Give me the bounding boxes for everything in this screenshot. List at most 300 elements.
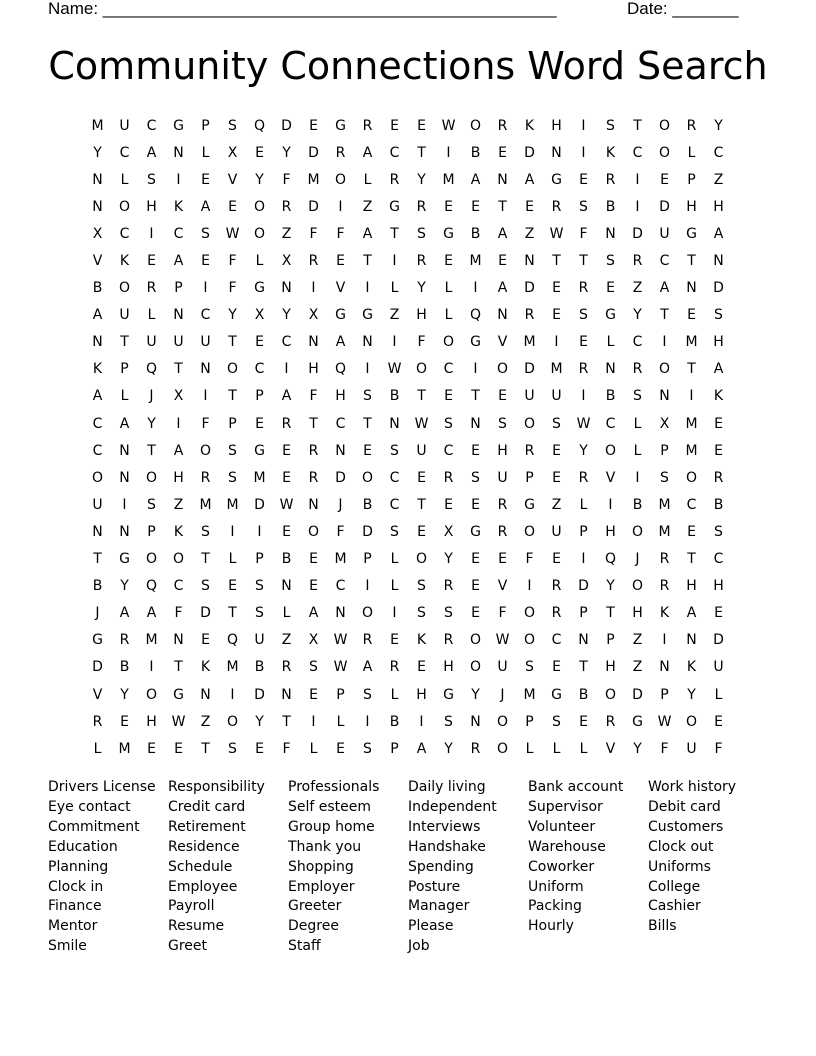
grid-cell: F: [498, 605, 507, 622]
grid-cell: A: [146, 144, 157, 161]
grid-cell: T: [228, 605, 237, 622]
grid-cell: A: [416, 740, 427, 757]
grid-cell: P: [660, 686, 669, 703]
grid-cell: N: [605, 361, 616, 378]
grid-cell: Y: [471, 686, 480, 703]
grid-cell: R: [497, 117, 508, 134]
word-column: [288, 778, 408, 957]
grid-cell: D: [281, 117, 292, 134]
grid-cell: N: [335, 442, 346, 459]
grid-cell: I: [635, 171, 640, 188]
grid-cell: N: [470, 415, 481, 432]
grid-cell: I: [365, 361, 370, 378]
grid-cell: T: [687, 551, 696, 568]
grid-cell: N: [389, 415, 400, 432]
grid-cell: Z: [389, 307, 400, 324]
grid-cell: E: [525, 198, 534, 215]
grid-cell: C: [443, 361, 454, 378]
grid-cell: Y: [255, 171, 264, 188]
grid-cell: E: [714, 605, 723, 622]
grid-cell: J: [500, 686, 505, 703]
grid-cell: L: [336, 713, 345, 730]
grid-cell: D: [659, 198, 670, 215]
grid-cell: S: [606, 117, 615, 134]
grid-cell: L: [390, 551, 399, 568]
grid-cell: H: [686, 198, 697, 215]
grid-cell: T: [390, 225, 399, 242]
grid-cell: C: [200, 307, 211, 324]
word-item: Uniform: [528, 878, 584, 895]
word-item: Responsibility: [168, 779, 265, 795]
grid-cell: I: [392, 334, 397, 351]
word-item: Degree: [288, 918, 339, 935]
grid-cell: W: [225, 225, 240, 242]
grid-cell: V: [92, 253, 103, 270]
grid-cell: K: [119, 253, 130, 270]
grid-cell: M: [523, 686, 536, 703]
grid-cell: Q: [334, 361, 347, 378]
grid-cell: S: [228, 469, 237, 486]
grid-cell: L: [579, 740, 588, 757]
grid-cell: O: [415, 361, 428, 378]
grid-cell: F: [525, 551, 534, 568]
grid-cell: G: [254, 280, 265, 297]
grid-cell: T: [201, 551, 210, 568]
grid-cell: E: [147, 253, 156, 270]
grid-cell: W: [495, 632, 510, 649]
grid-cell: T: [120, 334, 129, 351]
grid-cell: O: [145, 551, 158, 568]
grid-cell: G: [92, 632, 103, 649]
grid-cell: R: [92, 713, 103, 730]
grid-cell: U: [92, 496, 103, 513]
grid-cell: R: [308, 442, 319, 459]
grid-cell: R: [470, 740, 481, 757]
grid-cell: Z: [632, 632, 643, 649]
grid-cell: O: [685, 713, 698, 730]
grid-cell: F: [282, 740, 291, 757]
grid-cell: O: [91, 469, 104, 486]
word-item: Credit card: [168, 798, 246, 815]
grid-cell: L: [687, 144, 696, 161]
grid-cell: Y: [282, 144, 291, 161]
grid-cell: R: [200, 469, 211, 486]
grid-cell: E: [282, 442, 291, 459]
grid-cell: N: [119, 523, 130, 540]
grid-cell: A: [335, 334, 346, 351]
grid-cell: N: [497, 307, 508, 324]
grid-cell: O: [199, 442, 212, 459]
grid-cell: B: [362, 496, 373, 513]
grid-cell: A: [497, 225, 508, 242]
grid-cell: W: [576, 415, 591, 432]
grid-cell: E: [714, 442, 723, 459]
grid-cell: Z: [524, 225, 535, 242]
grid-cell: X: [92, 225, 103, 242]
grid-cell: O: [226, 713, 239, 730]
grid-cell: P: [336, 686, 345, 703]
grid-cell: Y: [579, 442, 588, 459]
grid-cell: C: [119, 144, 130, 161]
grid-cell: N: [173, 307, 184, 324]
grid-cell: B: [119, 659, 130, 676]
grid-cell: E: [687, 307, 696, 324]
grid-cell: S: [255, 578, 264, 595]
grid-cell: R: [416, 198, 427, 215]
grid-cell: G: [551, 686, 562, 703]
grid-cell: T: [579, 659, 588, 676]
grid-cell: M: [685, 442, 698, 459]
grid-cell: S: [417, 225, 426, 242]
grid-cell: R: [713, 469, 724, 486]
grid-cell: V: [227, 171, 238, 188]
word-item: Posture: [408, 878, 461, 895]
grid-cell: D: [335, 469, 346, 486]
grid-cell: S: [633, 388, 642, 405]
grid-cell: I: [392, 253, 397, 270]
grid-cell: S: [390, 523, 399, 540]
grid-cell: I: [230, 686, 235, 703]
grid-cell: Y: [228, 307, 237, 324]
grid-cell: R: [443, 469, 454, 486]
grid-cell: E: [714, 415, 723, 432]
grid-cell: I: [338, 198, 343, 215]
grid-cell: P: [525, 713, 534, 730]
grid-cell: E: [444, 198, 453, 215]
grid-cell: X: [227, 144, 238, 161]
grid-cell: S: [579, 307, 588, 324]
word-item: Drivers License: [48, 779, 156, 795]
grid-cell: F: [174, 605, 183, 622]
grid-cell: E: [417, 659, 426, 676]
grid-cell: K: [524, 117, 535, 134]
grid-cell: O: [469, 117, 482, 134]
grid-cell: O: [523, 415, 536, 432]
grid-cell: U: [497, 659, 508, 676]
grid-cell: P: [579, 605, 588, 622]
grid-cell: E: [309, 578, 318, 595]
grid-cell: R: [308, 469, 319, 486]
grid-cell: T: [633, 117, 642, 134]
grid-cell: B: [605, 198, 616, 215]
grid-cell: W: [333, 632, 348, 649]
grid-cell: N: [92, 198, 103, 215]
grid-cell: B: [713, 496, 724, 513]
grid-cell: M: [523, 334, 536, 351]
grid-cell: G: [335, 307, 346, 324]
grid-cell: H: [416, 307, 427, 324]
grid-cell: W: [657, 713, 672, 730]
grid-cell: I: [230, 523, 235, 540]
grid-cell: A: [362, 225, 373, 242]
grid-cell: B: [470, 144, 481, 161]
grid-cell: E: [552, 551, 561, 568]
word-item: Education: [48, 838, 118, 855]
grid-cell: T: [282, 713, 291, 730]
grid-cell: Y: [444, 740, 453, 757]
word-item: Employer: [288, 878, 355, 895]
grid-cell: R: [416, 253, 427, 270]
grid-cell: L: [444, 307, 453, 324]
grid-cell: Y: [633, 740, 642, 757]
grid-cell: C: [254, 361, 265, 378]
grid-cell: Z: [281, 225, 292, 242]
grid-cell: L: [579, 496, 588, 513]
grid-cell: N: [686, 280, 697, 297]
grid-cell: O: [145, 686, 158, 703]
grid-cell: H: [308, 361, 319, 378]
grid-cell: R: [443, 632, 454, 649]
grid-cell: G: [362, 307, 373, 324]
word-item: Cashier: [648, 898, 701, 915]
grid-cell: I: [311, 713, 316, 730]
grid-cell: L: [525, 740, 534, 757]
grid-cell: U: [146, 334, 157, 351]
grid-cell: K: [173, 523, 184, 540]
grid-cell: R: [497, 496, 508, 513]
grid-cell: E: [498, 144, 507, 161]
word-item: Employee: [168, 878, 238, 895]
grid-cell: Y: [93, 144, 102, 161]
grid-cell: E: [228, 198, 237, 215]
grid-cell: I: [203, 280, 208, 297]
grid-cell: E: [471, 442, 480, 459]
word-list: [48, 778, 788, 957]
word-item: Shopping: [288, 858, 354, 875]
grid-cell: T: [228, 334, 237, 351]
grid-cell: O: [685, 469, 698, 486]
grid-cell: I: [689, 388, 694, 405]
word-item: Commitment: [48, 818, 140, 835]
word-item: Group home: [288, 818, 375, 835]
grid-cell: E: [201, 253, 210, 270]
grid-cell: E: [579, 713, 588, 730]
grid-cell: O: [604, 442, 617, 459]
grid-cell: R: [281, 198, 292, 215]
grid-cell: W: [333, 659, 348, 676]
grid-cell: O: [361, 469, 374, 486]
grid-cell: S: [579, 198, 588, 215]
grid-cell: F: [228, 280, 237, 297]
grid-cell: E: [687, 523, 696, 540]
grid-cell: R: [578, 280, 589, 297]
grid-cell: O: [523, 605, 536, 622]
grid-cell: H: [713, 334, 724, 351]
grid-cell: E: [444, 496, 453, 513]
grid-cell: U: [551, 388, 562, 405]
grid-cell: E: [201, 632, 210, 649]
grid-cell: I: [203, 388, 208, 405]
grid-cell: L: [633, 415, 642, 432]
grid-cell: E: [579, 334, 588, 351]
grid-cell: B: [92, 578, 103, 595]
grid-cell: N: [497, 171, 508, 188]
grid-cell: D: [92, 659, 103, 676]
grid-cell: E: [498, 551, 507, 568]
grid-cell: H: [443, 659, 454, 676]
word-item: Volunteer: [528, 818, 596, 835]
grid-cell: Y: [606, 578, 615, 595]
grid-cell: C: [632, 144, 643, 161]
grid-cell: H: [551, 117, 562, 134]
grid-cell: C: [686, 496, 697, 513]
grid-cell: E: [417, 469, 426, 486]
grid-cell: O: [658, 144, 671, 161]
grid-cell: E: [660, 171, 669, 188]
grid-cell: Z: [632, 280, 643, 297]
grid-cell: M: [226, 496, 239, 513]
grid-cell: O: [604, 686, 617, 703]
grid-cell: I: [365, 578, 370, 595]
grid-cell: X: [281, 253, 292, 270]
grid-cell: S: [552, 713, 561, 730]
grid-cell: O: [496, 740, 509, 757]
grid-cell: E: [363, 442, 372, 459]
word-item: Greet: [168, 938, 208, 955]
grid-cell: S: [228, 740, 237, 757]
grid-cell: U: [119, 307, 130, 324]
grid-cell: G: [470, 334, 481, 351]
grid-cell: C: [551, 632, 562, 649]
grid-cell: K: [686, 659, 697, 676]
grid-cell: O: [496, 713, 509, 730]
grid-cell: S: [417, 605, 426, 622]
letter-grid: [84, 112, 734, 762]
word-column: [168, 778, 288, 957]
grid-cell: Y: [120, 686, 129, 703]
grid-cell: L: [282, 605, 291, 622]
grid-cell: W: [387, 361, 402, 378]
grid-cell: U: [254, 632, 265, 649]
grid-cell: N: [362, 334, 373, 351]
grid-cell: X: [308, 307, 319, 324]
grid-cell: M: [145, 632, 158, 649]
grid-cell: M: [307, 171, 320, 188]
grid-cell: C: [173, 225, 184, 242]
grid-cell: O: [631, 578, 644, 595]
grid-cell: P: [390, 740, 399, 757]
grid-cell: H: [146, 198, 157, 215]
grid-cell: A: [281, 388, 292, 405]
grid-cell: S: [147, 171, 156, 188]
grid-cell: R: [659, 551, 670, 568]
grid-cell: Z: [632, 659, 643, 676]
grid-cell: T: [498, 198, 507, 215]
grid-cell: P: [255, 551, 264, 568]
grid-cell: T: [579, 253, 588, 270]
grid-cell: T: [417, 496, 426, 513]
grid-cell: K: [416, 632, 427, 649]
grid-cell: N: [281, 686, 292, 703]
grid-cell: A: [686, 605, 697, 622]
grid-cell: L: [309, 740, 318, 757]
grid-cell: M: [469, 253, 482, 270]
word-item: Bank account: [528, 779, 624, 795]
grid-cell: U: [416, 442, 427, 459]
grid-cell: Q: [226, 632, 239, 649]
grid-cell: E: [390, 117, 399, 134]
grid-cell: I: [581, 117, 586, 134]
grid-cell: E: [498, 253, 507, 270]
grid-cell: H: [173, 469, 184, 486]
grid-cell: J: [338, 496, 343, 513]
grid-cell: F: [417, 334, 426, 351]
grid-cell: S: [606, 253, 615, 270]
grid-cell: E: [444, 253, 453, 270]
grid-cell: O: [523, 523, 536, 540]
grid-cell: Z: [551, 496, 562, 513]
grid-cell: H: [713, 198, 724, 215]
grid-cell: L: [228, 551, 237, 568]
grid-cell: C: [605, 415, 616, 432]
grid-cell: M: [334, 551, 347, 568]
grid-cell: I: [176, 415, 181, 432]
grid-cell: C: [119, 225, 130, 242]
grid-cell: E: [444, 388, 453, 405]
grid-cell: C: [173, 578, 184, 595]
grid-cell: M: [226, 659, 239, 676]
grid-cell: B: [632, 496, 643, 513]
grid-cell: N: [92, 523, 103, 540]
grid-cell: F: [714, 740, 723, 757]
word-item: Daily living: [408, 779, 486, 795]
word-item: Mentor: [48, 918, 98, 935]
grid-cell: Q: [604, 551, 617, 568]
grid-cell: P: [525, 469, 534, 486]
grid-cell: D: [308, 144, 319, 161]
grid-cell: A: [200, 198, 211, 215]
grid-cell: S: [525, 659, 534, 676]
word-item: Bills: [648, 918, 677, 935]
grid-cell: P: [228, 415, 237, 432]
word-item: Resume: [168, 918, 225, 935]
grid-cell: P: [660, 442, 669, 459]
grid-cell: L: [255, 253, 264, 270]
grid-cell: O: [523, 632, 536, 649]
grid-cell: I: [581, 388, 586, 405]
grid-cell: I: [608, 496, 613, 513]
grid-cell: E: [714, 713, 723, 730]
grid-cell: M: [442, 171, 455, 188]
grid-cell: C: [389, 469, 400, 486]
word-item: Residence: [168, 838, 240, 855]
grid-cell: S: [714, 307, 723, 324]
grid-cell: H: [605, 523, 616, 540]
grid-cell: Y: [714, 117, 723, 134]
word-column: [48, 778, 168, 957]
word-item: Eye contact: [48, 798, 131, 815]
word-item: Smile: [48, 938, 87, 955]
grid-cell: X: [173, 388, 184, 405]
word-item: Retirement: [168, 818, 246, 835]
grid-cell: S: [471, 469, 480, 486]
grid-cell: A: [713, 225, 724, 242]
grid-cell: I: [581, 551, 586, 568]
grid-cell: N: [335, 605, 346, 622]
grid-cell: T: [309, 415, 318, 432]
grid-cell: L: [363, 171, 372, 188]
grid-cell: Y: [444, 551, 453, 568]
grid-cell: G: [605, 307, 616, 324]
grid-cell: F: [660, 740, 669, 757]
grid-cell: R: [605, 713, 616, 730]
grid-cell: W: [549, 225, 564, 242]
word-item: Planning: [48, 858, 109, 875]
grid-cell: O: [307, 523, 320, 540]
grid-cell: I: [662, 632, 667, 649]
grid-cell: N: [173, 144, 184, 161]
grid-cell: A: [173, 253, 184, 270]
